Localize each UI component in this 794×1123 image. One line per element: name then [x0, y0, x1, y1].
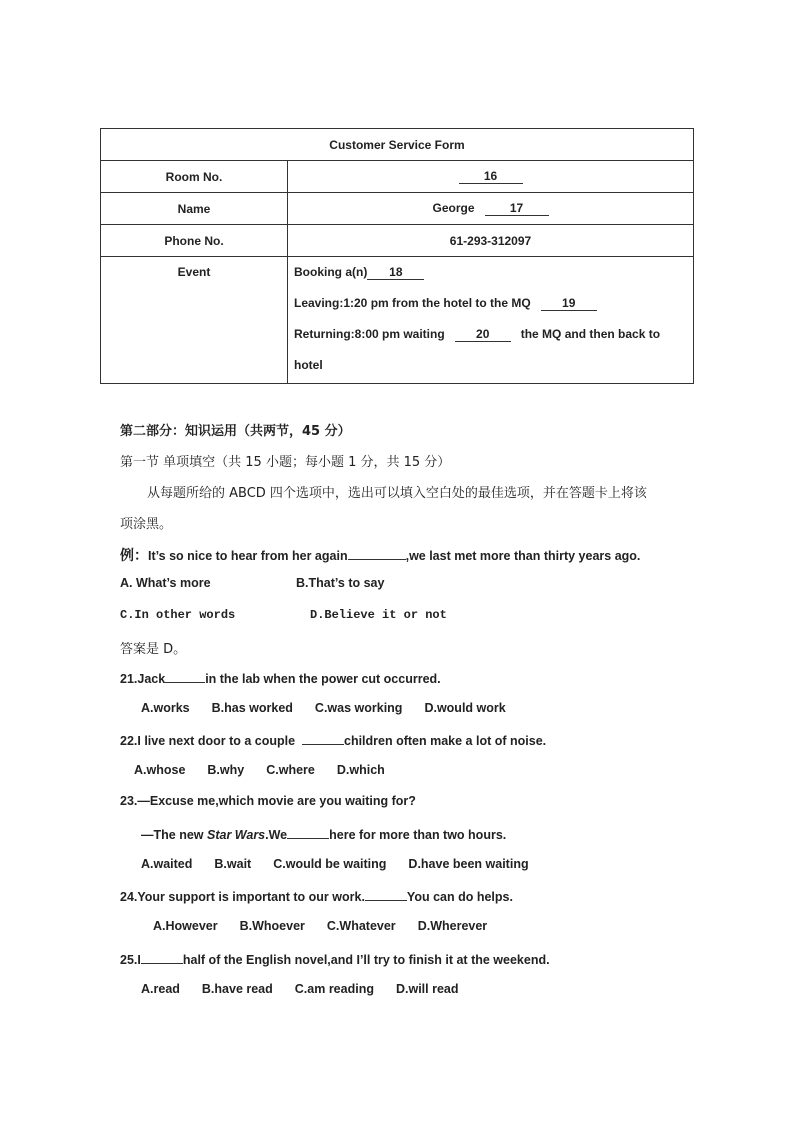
q25-blank — [141, 951, 183, 964]
q22-option-a: A.whose — [134, 763, 186, 777]
q22-option-b: B.why — [207, 763, 245, 777]
q22-stem-after: children often make a lot of noise. — [344, 734, 547, 748]
blank-16: 16 — [459, 169, 523, 184]
example-option-c: C.In other words — [120, 608, 236, 622]
example-option-a: A. What’s more — [120, 576, 211, 590]
event-line-3 — [294, 321, 693, 352]
event-line-3-suffix: the MQ and then back to — [520, 327, 661, 341]
event-line-1 — [294, 259, 693, 290]
q22-option-c: C.where — [266, 763, 315, 777]
question-21-options — [141, 701, 528, 715]
question-23-stem: 23.—Excuse me,which movie are you waiting for? — [120, 794, 416, 808]
question-24-options — [153, 919, 509, 933]
q23-reply-after: here for more than two hours. — [329, 828, 507, 842]
question-21-stem — [120, 670, 441, 686]
name-label: Name — [101, 193, 288, 225]
example-stem — [120, 545, 640, 565]
blank-17: 17 — [485, 201, 549, 216]
q24-stem-after: You can do helps. — [406, 890, 513, 904]
form-title-row — [101, 129, 694, 161]
form-row-phone — [101, 225, 694, 257]
q21-option-a: A.works — [141, 701, 190, 715]
q25-option-a: A.read — [141, 982, 180, 996]
event-line-1-text: Booking a(n) — [294, 265, 368, 279]
q21-option-c: C.was working — [314, 701, 403, 715]
q23-blank — [287, 826, 329, 839]
event-line-2-text: Leaving:1:20 pm from the hotel to the MQ — [294, 296, 531, 310]
form-row-room — [101, 161, 694, 193]
example-blank — [348, 547, 406, 560]
blank-19: 19 — [541, 296, 597, 311]
q21-option-d: D.would work — [424, 701, 506, 715]
example-label: 例： — [120, 548, 148, 564]
name-value — [288, 193, 694, 225]
q23-reply-before: —The new — [141, 828, 204, 842]
q23-option-d: D.have been waiting — [408, 857, 529, 871]
phone-label: Phone No. — [101, 225, 288, 257]
q25-stem-after: half of the English novel,and I’ll try to finish it at the weekend. — [182, 953, 550, 967]
q22-blank — [302, 732, 344, 745]
q21-stem-after: in the lab when the power cut occurred. — [205, 672, 441, 686]
question-24-stem — [120, 888, 513, 904]
question-25-stem — [120, 951, 550, 967]
section-heading: 第二部分：知识运用（共两节，45 分） — [120, 424, 351, 439]
q22-stem-before: 22.I live next door to a couple — [120, 734, 296, 748]
instruction-line-1: 从每题所给的 ABCD 四个选项中，选出可以填入空白处的最佳选项，并在答题卡上将该 — [147, 486, 647, 501]
example-options-ab — [120, 576, 384, 590]
phone-value: 61-293-312097 — [288, 225, 694, 257]
question-22-options — [134, 763, 407, 777]
question-23-options — [141, 857, 551, 871]
q24-option-b: B.Whoever — [239, 919, 305, 933]
question-22-stem — [120, 732, 546, 748]
example-option-b: B.That’s to say — [296, 576, 385, 590]
example-stem-before: It’s so nice to hear from her again — [148, 549, 348, 563]
form-title: Customer Service Form — [101, 129, 694, 161]
example-stem-after: ,we last met more than thirty years ago. — [405, 549, 641, 563]
q23-option-c: C.would be waiting — [273, 857, 387, 871]
q24-stem-before: 24.Your support is important to our work. — [120, 890, 365, 904]
example-answer: 答案是 D。 — [120, 642, 187, 657]
form-row-name — [101, 193, 694, 225]
q22-option-d: D.which — [336, 763, 385, 777]
q23-option-b: B.wait — [214, 857, 252, 871]
question-25-options — [141, 982, 481, 996]
event-line-2 — [294, 290, 693, 321]
example-option-d: D.Believe it or not — [310, 608, 447, 622]
q24-option-a: A.However — [153, 919, 218, 933]
q24-option-d: D.Wherever — [417, 919, 488, 933]
q24-option-c: C.Whatever — [326, 919, 396, 933]
q21-blank — [165, 670, 205, 683]
blank-18: 18 — [367, 265, 424, 280]
section-subheading: 第一节 单项填空（共 15 小题；每小题 1 分，共 15 分） — [120, 455, 451, 470]
q21-stem-before: 21.Jack — [120, 672, 166, 686]
customer-service-form — [100, 128, 694, 384]
name-prefix: George — [432, 201, 475, 215]
event-value — [288, 257, 694, 384]
blank-20: 20 — [455, 327, 511, 342]
room-value — [288, 161, 694, 193]
example-options-cd — [120, 608, 447, 622]
instruction-line-2: 项涂黑。 — [120, 517, 173, 532]
q23-reply-mid: .We — [265, 828, 288, 842]
event-label: Event — [101, 257, 288, 384]
form-row-event — [101, 257, 694, 384]
q21-option-b: B.has worked — [211, 701, 293, 715]
q25-stem-before: 25.I — [120, 953, 141, 967]
q25-option-d: D.will read — [395, 982, 459, 996]
q25-option-b: B.have read — [201, 982, 273, 996]
question-23-reply — [141, 826, 506, 842]
room-label: Room No. — [101, 161, 288, 193]
q24-blank — [365, 888, 407, 901]
q23-reply-italic: Star Wars — [207, 828, 266, 842]
event-line-3-text: Returning:8:00 pm waiting — [294, 327, 445, 341]
q25-option-c: C.am reading — [294, 982, 374, 996]
q23-option-a: A.waited — [141, 857, 193, 871]
event-line-4: hotel — [294, 358, 323, 372]
